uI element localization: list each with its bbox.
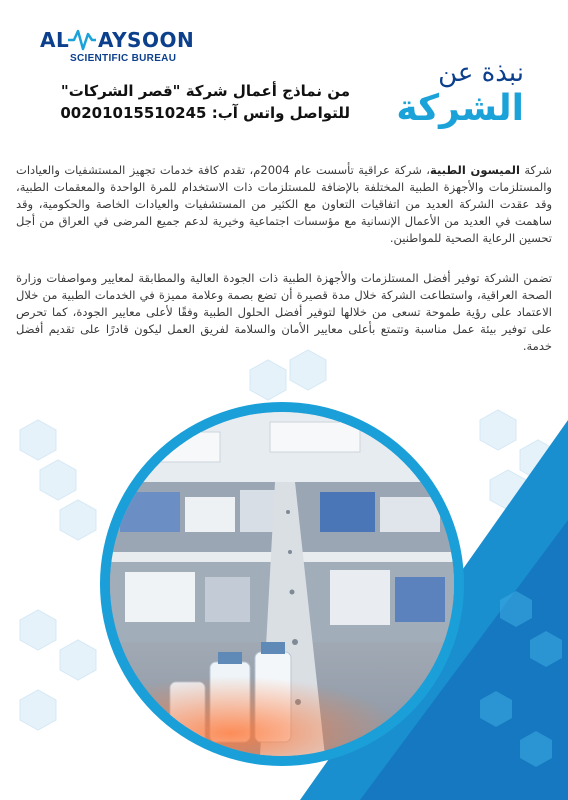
- title-big: الشركة: [396, 88, 524, 129]
- paragraph-intro: شركة: [519, 163, 552, 177]
- photo-frame: [100, 402, 464, 766]
- svg-text:AYSOON: AYSOON: [98, 28, 195, 52]
- promo-line-2: للتواصل واتس آب: 00201015510245: [60, 104, 350, 122]
- logo-subtitle: SCIENTIFIC BUREAU: [70, 53, 177, 64]
- logo-wordmark-graphic: [40, 28, 210, 52]
- company-logo: [40, 28, 210, 68]
- paragraph-about-text: ، شركة عراقية تأسست عام 2004م، تقدم كافة خدمات تجهيز المستشفيات والعيادات والمستلزمات والأجهزة الطبية المختلفة بالإضافة للمستلزمات ذات الاستخدام للمرة الواحدة والمعقمات الطبية، وقد عقدت الشركة العديد من اتفاقيات التعاون مع الكثير من المستشفيات والعيادات الخاصة والحكومية، وقد ساهمت في العديد من الأعمال الإنسانية مع مؤسسات اجتماعية وخيرية لدعم جميع المرضى في العراق من أجل تحسين الرعاية الصحية للمواطنين.: [16, 163, 552, 245]
- svg-text:AL: AL: [40, 28, 70, 52]
- company-name: الميسون الطبية: [429, 163, 520, 177]
- paragraph-quality-text: تضمن الشركة توفير أفضل المستلزمات والأجهزة الطبية ذات الجودة العالية والمطابقة لمعايير ومواصفات وزارة الصحة العراقية، واستطاعت الشركة خلال مدة قصيرة أن تضع بصمة وعلامة مميزة في الخدمات الطبية من خلال الاعتماد على رؤية طموحة تسعى من خلالها لتوفير أفضل الحلول الطبية وفقًا لأعلى معايير الجودة، كما تحرص على توفير بيئة عمل مناسبة وتتمتع بأعلى معايير الأمان والسلامة لفريق العمل ليكون قادرًا على تقديم أفضل خدمة.: [16, 271, 552, 353]
- paragraph-about: [16, 162, 552, 247]
- title-small: نبذة عن: [438, 58, 524, 88]
- section-title: [396, 58, 524, 130]
- paragraph-quality: [16, 270, 552, 355]
- promo-line-1: من نماذج أعمال شركة "قصر الشركات": [60, 82, 350, 100]
- medical-supplies-photo: [110, 412, 454, 756]
- promo-text: [20, 80, 350, 124]
